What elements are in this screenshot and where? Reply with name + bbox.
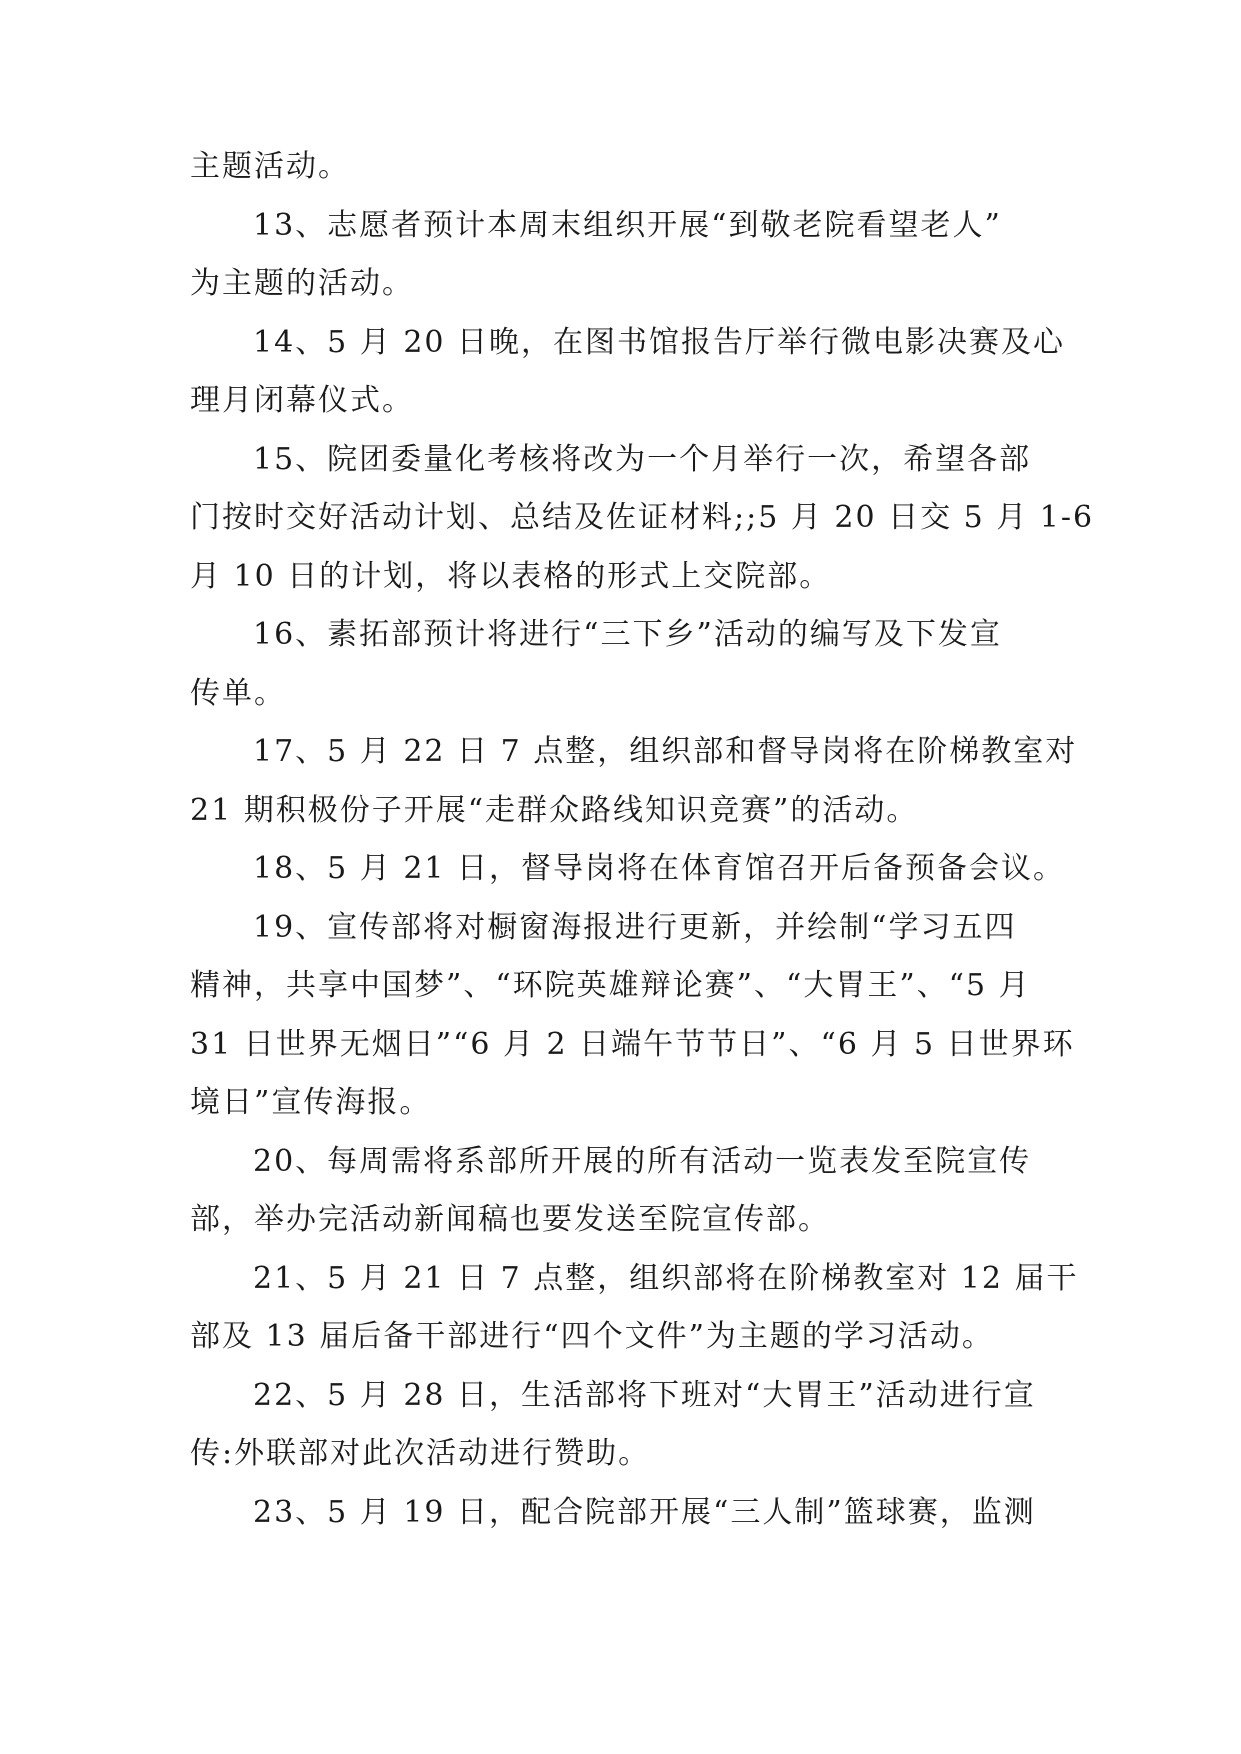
text-line: 为主题的活动。 xyxy=(190,266,414,301)
text-line: 17、5 月 22 日 7 点整，组织部和督导岗将在阶梯教室对 xyxy=(253,734,1078,769)
text-line: 精神，共享中国梦”、“环院英雄辩论赛”、“大胃王”、“5 月 xyxy=(190,968,1031,1003)
text-line: 月 10 日的计划，将以表格的形式上交院部。 xyxy=(190,559,832,594)
text-line: 20、每周需将系部所开展的所有活动一览表发至院宣传 xyxy=(253,1144,1032,1179)
text-line: 15、院团委量化考核将改为一个月举行一次，希望各部 xyxy=(253,442,1032,477)
text-line: 部及 13 届后备干部进行“四个文件”为主题的学习活动。 xyxy=(190,1319,994,1354)
text-line: 31 日世界无烟日”“6 月 2 日端午节节日”、“6 月 5 日世界环 xyxy=(190,1027,1075,1062)
text-line: 18、5 月 21 日，督导岗将在体育馆召开后备预备会议。 xyxy=(253,851,1066,886)
text-line: 13、志愿者预计本周末组织开展“到敬老院看望老人” xyxy=(253,208,1002,243)
text-line: 境日”宣传海报。 xyxy=(190,1085,432,1120)
text-line: 16、素拓部预计将进行“三下乡”活动的编写及下发宣 xyxy=(253,617,1002,652)
text-line: 22、5 月 28 日，生活部将下班对“大胃王”活动进行宣 xyxy=(253,1378,1036,1413)
text-line: 21 期积极份子开展“走群众路线知识竞赛”的活动。 xyxy=(190,793,919,828)
text-line: 14、5 月 20 日晚，在图书馆报告厅举行微电影决赛及心 xyxy=(253,325,1066,360)
text-line: 理月闭幕仪式。 xyxy=(190,383,414,418)
text-line: 21、5 月 21 日 7 点整，组织部将在阶梯教室对 12 届干 xyxy=(253,1261,1079,1296)
text-line: 部，举办完活动新闻稿也要发送至院宣传部。 xyxy=(190,1202,830,1237)
text-line: 传:外联部对此次活动进行赞助。 xyxy=(190,1436,651,1471)
text-line: 门按时交好活动计划、总结及佐证材料;;5 月 20 日交 5 月 1-6 xyxy=(190,500,1095,535)
text-line: 传单。 xyxy=(190,676,286,711)
text-line: 23、5 月 19 日，配合院部开展“三人制”篮球赛，监测 xyxy=(253,1495,1036,1530)
text-line: 主题活动。 xyxy=(190,149,350,184)
text-line: 19、宣传部将对橱窗海报进行更新，并绘制“学习五四 xyxy=(253,910,1017,945)
